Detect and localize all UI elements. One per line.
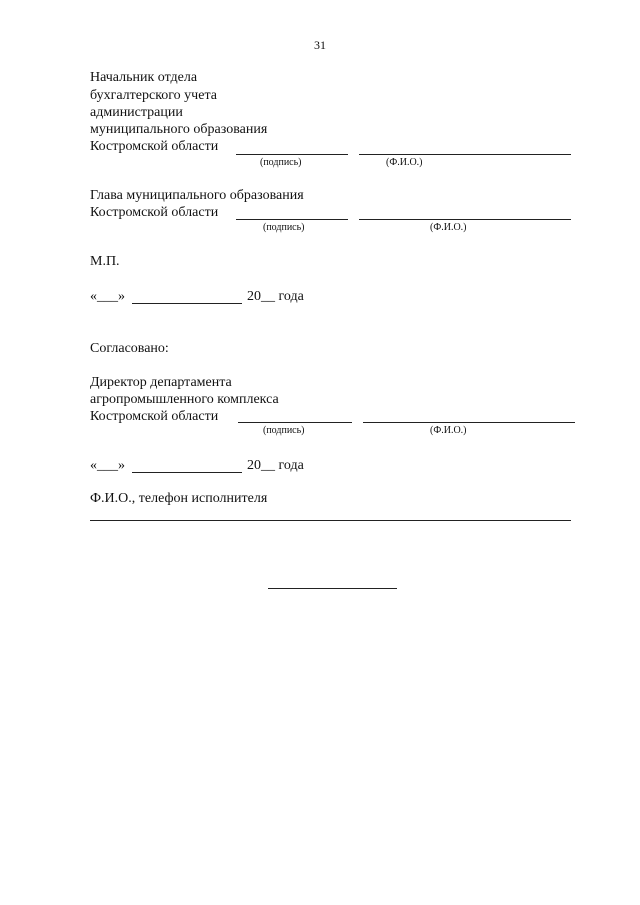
block3-caption-name: (Ф.И.О.) [430, 425, 467, 436]
block1-signature-line [236, 154, 348, 155]
block1-name-line [359, 154, 571, 155]
page-number: 31 [314, 38, 326, 52]
block3-signature-line [238, 422, 352, 423]
block3-line3: Костромской области [90, 409, 219, 424]
block1-line3: администрации [90, 105, 183, 120]
date1-day: «___» [90, 289, 125, 304]
block3-line2: агропромышленного комплекса [90, 392, 279, 407]
closing-divider [268, 588, 397, 589]
agreed-title: Согласовано: [90, 341, 169, 356]
stamp-label: М.П. [90, 254, 120, 269]
block3-caption-sign: (подпись) [263, 425, 305, 436]
block2-caption-sign: (подпись) [263, 222, 305, 233]
date2-year: 20__ года [247, 458, 304, 473]
block1-line2: бухгалтерского учета [90, 88, 217, 103]
date1-year: 20__ года [247, 289, 304, 304]
date1-month-line [132, 303, 242, 304]
block2-line1: Глава муниципального образования [90, 188, 304, 203]
block1-line1: Начальник отдела [90, 70, 198, 85]
block2-name-line [359, 219, 571, 220]
block1-line4: муниципального образования [90, 122, 268, 137]
block3-name-line [363, 422, 575, 423]
block3-line1: Директор департамента [90, 375, 232, 390]
executor-line [90, 520, 571, 521]
date2-month-line [132, 472, 242, 473]
block1-caption-name: (Ф.И.О.) [386, 157, 423, 168]
date2-day: «___» [90, 458, 125, 473]
block1-caption-sign: (подпись) [260, 157, 302, 168]
block1-line5: Костромской области [90, 139, 219, 154]
executor-label: Ф.И.О., телефон исполнителя [90, 491, 268, 506]
block2-line2: Костромской области [90, 205, 219, 220]
block2-signature-line [236, 219, 348, 220]
block2-caption-name: (Ф.И.О.) [430, 222, 467, 233]
